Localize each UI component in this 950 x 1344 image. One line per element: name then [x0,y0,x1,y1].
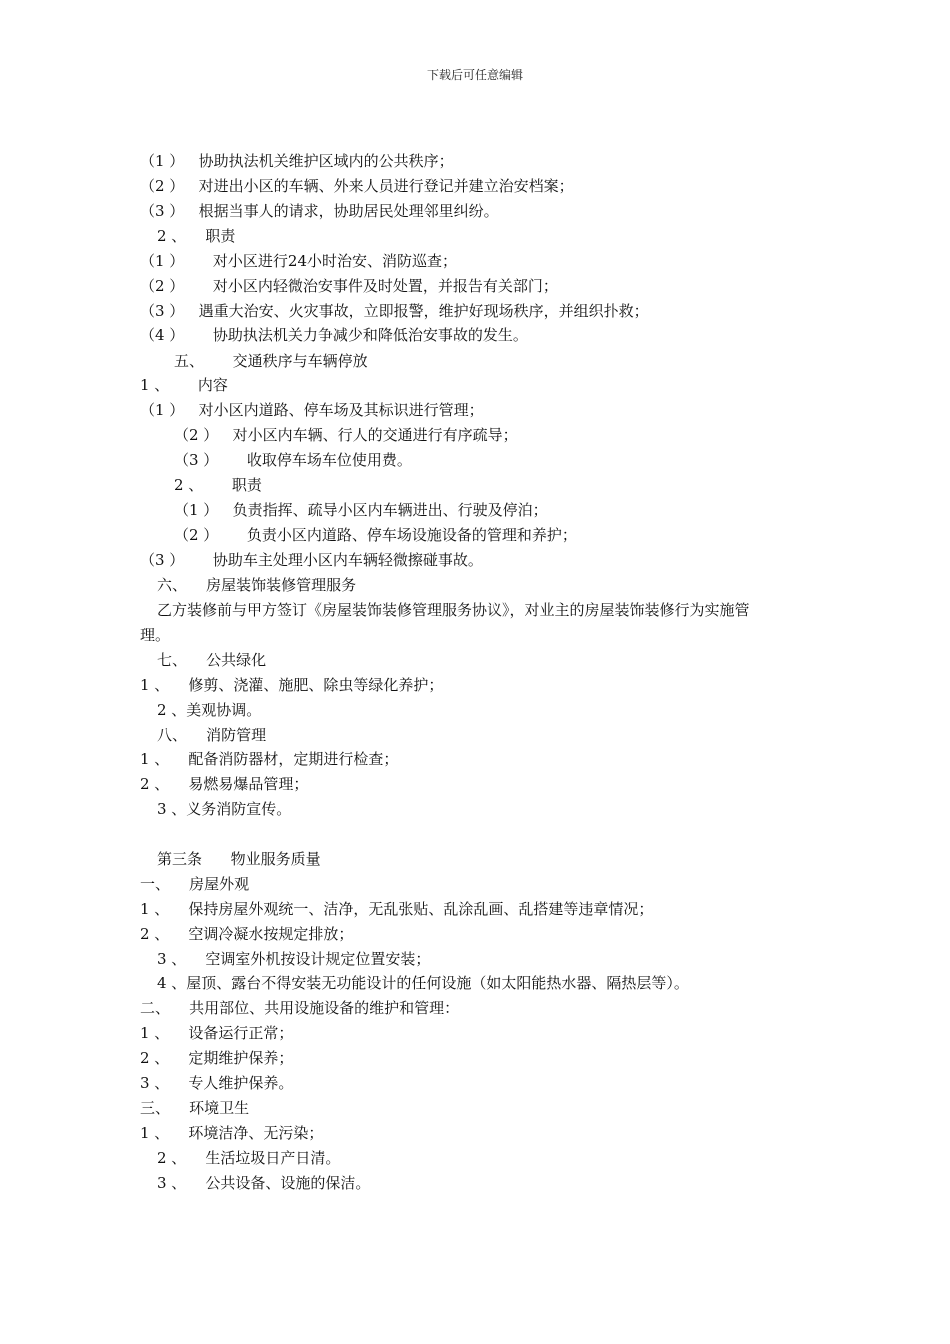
doc-line: 3 、义务消防宣传。 [157,800,292,818]
doc-line: （2 ） 对进出小区的车辆、外来人员进行登记并建立治安档案； [140,177,574,195]
doc-line: （1 ） 对小区内道路、停车场及其标识进行管理； [140,401,484,419]
section-heading: 七、 公共绿化 [157,651,267,669]
paragraph-line: 乙方装修前与甲方签订《房屋装饰装修管理服务协议》，对业主的房屋装饰装修行为实施管 [157,601,750,619]
doc-line: （1 ） 对小区进行24小时治安、消防巡查； [140,252,458,270]
doc-line: （2 ） 对小区内车辆、行人的交通进行有序疏导； [174,426,518,444]
page-header-note: 下载后可任意编辑 [426,68,523,82]
doc-line: 1 、 环境洁净、无污染； [140,1124,324,1142]
doc-line: 2 、 空调冷凝水按规定排放； [140,925,354,943]
doc-line: （1 ） 负责指挥、疏导小区内车辆进出、行驶及停泊； [174,501,548,519]
paragraph-line: 理。 [140,626,171,644]
doc-line: 1 、 设备运行正常； [140,1024,294,1042]
article-heading: 第三条 物业服务质量 [157,850,321,868]
doc-line: （2 ） 对小区内轻微治安事件及时处置，并报告有关部门； [140,277,558,295]
section-heading: 二、 共用部位、共用设施设备的维护和管理： [140,999,460,1017]
doc-line: 1 、 内容 [140,376,228,394]
section-heading: 一、 房屋外观 [140,875,250,893]
doc-line: 2 、 生活垃圾日产日清。 [157,1149,341,1167]
section-heading: 五、 交通秩序与车辆停放 [174,352,368,370]
doc-line: （3 ） 遇重大治安、火灾事故，立即报警，维护好现场秩序，并组织扑救； [140,302,649,320]
doc-line: 2 、 定期维护保养； [140,1049,294,1067]
doc-line: 2 、美观协调。 [157,701,262,719]
doc-line: （2 ） 负责小区内道路、停车场设施设备的管理和养护； [174,526,577,544]
doc-line: 3 、 专人维护保养。 [140,1074,294,1092]
doc-line: 3 、 公共设备、设施的保洁。 [157,1174,371,1192]
section-heading: 六、 房屋装饰装修管理服务 [157,576,357,594]
section-heading: 三、 环境卫生 [140,1099,250,1117]
doc-line: 2 、 职责 [174,476,262,494]
doc-line: （3 ） 收取停车场车位使用费。 [174,451,412,469]
doc-line: （3 ） 协助车主处理小区内车辆轻微擦碰事故。 [140,551,483,569]
doc-line: （4 ） 协助执法机关力争减少和降低治安事故的发生。 [140,326,528,344]
doc-line: 2 、 易燃易爆品管理； [140,775,309,793]
doc-line: 4 、屋顶、露台不得安装无功能设计的任何设施（如太阳能热水器、隔热层等）。 [157,974,689,992]
section-heading: 八、 消防管理 [157,726,267,744]
doc-line: （3 ） 根据当事人的请求，协助居民处理邻里纠纷。 [140,202,499,220]
doc-line: 3 、 空调室外机按设计规定位置安装； [157,950,431,968]
doc-line: 2 、 职责 [157,227,236,245]
doc-line: 1 、 保持房屋外观统一、洁净，无乱张贴、乱涂乱画、乱搭建等违章情况； [140,900,654,918]
doc-line: （1 ） 协助执法机关维护区域内的公共秩序； [140,152,454,170]
doc-line: 1 、 修剪、浇灌、施肥、除虫等绿化养护； [140,676,444,694]
doc-line: 1 、 配备消防器材，定期进行检查； [140,750,399,768]
